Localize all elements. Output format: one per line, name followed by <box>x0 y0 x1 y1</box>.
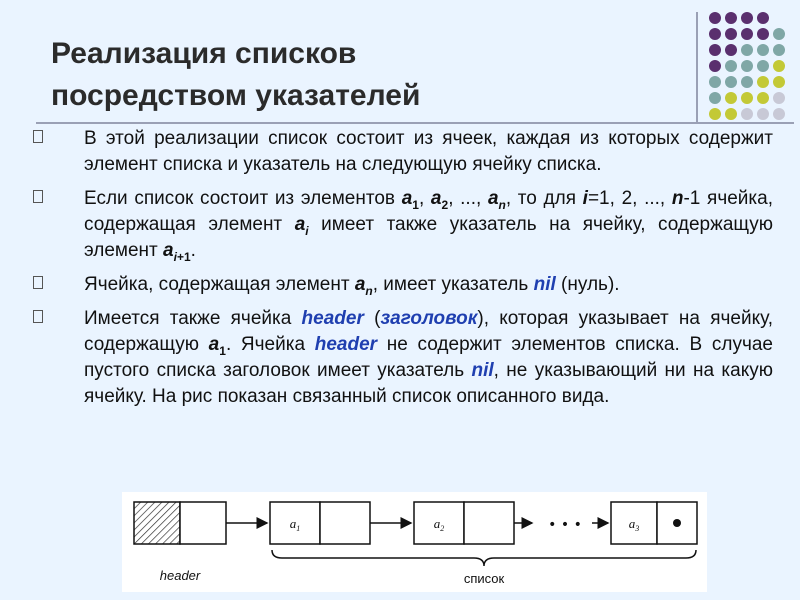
text-run: , то для <box>505 188 583 209</box>
decorative-dot <box>773 44 785 56</box>
subscript-n: n <box>498 197 506 212</box>
text-run: ( <box>363 308 381 329</box>
decorative-dot <box>725 44 737 56</box>
text-run: , <box>418 188 431 209</box>
decorative-dot <box>709 12 721 24</box>
text-run: , не указывающий ни на какую ячейку. На рис показан связанный список описанного вида. <box>84 360 774 407</box>
decorative-dot-grid <box>693 8 793 138</box>
decorative-dot <box>757 60 769 72</box>
text-run: -1 ячейка, содержащая элемент <box>84 188 773 235</box>
page-title-line-2: посредством указателей <box>51 79 421 112</box>
text-run: =1, 2, ..., <box>587 188 672 209</box>
header-cell-hatched <box>134 502 180 544</box>
bullet-text-3 <box>84 272 773 298</box>
decorative-dot <box>773 60 785 72</box>
decorative-dot <box>725 28 737 40</box>
bullet-marker-icon <box>33 190 43 203</box>
decorative-dot <box>757 44 769 56</box>
decorative-dot <box>725 60 737 72</box>
title-vertical-rule <box>696 12 698 122</box>
keyword-zagolovok: заголовок <box>380 308 478 329</box>
decorative-dot <box>741 28 753 40</box>
header-cell-pointer <box>180 502 226 544</box>
var-a: a <box>354 274 366 295</box>
bullet-text-1: В этой реализации список состоит из ячеек, каждая из которых содержит элемент списка и указатель на следующую ячейку списка. <box>84 128 773 175</box>
cell-1-letter: a <box>289 516 297 531</box>
var-a: a <box>487 188 499 209</box>
cell-1-pointer <box>320 502 370 544</box>
decorative-dot <box>741 76 753 88</box>
header-caption: header <box>159 568 201 583</box>
dot-grid-svg <box>693 8 793 138</box>
text-run: не содержит элементов списка. В случае пустого списка заголовок имеет указатель <box>84 334 773 381</box>
text-run: Имеется также ячейка <box>84 308 302 329</box>
var-a: a <box>163 240 174 261</box>
decorative-dot <box>709 76 721 88</box>
nil-pointer-dot <box>673 519 681 527</box>
bullet-text-2 <box>84 186 773 264</box>
decorative-dot <box>741 44 753 56</box>
var-n: n <box>671 188 684 209</box>
bullet-marker-icon <box>33 276 43 289</box>
linked-list-svg <box>122 492 707 592</box>
decorative-dot <box>709 108 721 120</box>
text-run: Если список состоит из элементов <box>84 188 402 209</box>
decorative-dot <box>725 12 737 24</box>
decorative-dot <box>709 44 721 56</box>
decorative-dot <box>709 28 721 40</box>
subscript-i: i <box>305 223 309 238</box>
var-a: a <box>294 214 306 235</box>
text-run: , имеет указатель <box>372 274 534 295</box>
keyword-nil: nil <box>533 274 556 295</box>
subscript-1: 1 <box>412 197 419 212</box>
text-run: , ..., <box>448 188 488 209</box>
decorative-dot <box>773 28 785 40</box>
cell-2-pointer <box>464 502 514 544</box>
bullet-text-4 <box>84 306 773 410</box>
decorative-dot <box>773 108 785 120</box>
subscript-n: n <box>365 283 373 298</box>
list-caption: список <box>463 571 505 586</box>
var-a: a <box>430 188 442 209</box>
list-brace <box>272 550 696 566</box>
text-run: ), которая указывает на ячейку, содержащую <box>84 308 773 355</box>
decorative-dot <box>757 76 769 88</box>
page-title-line-1: Реализация списков <box>51 37 357 70</box>
decorative-dot <box>741 60 753 72</box>
cell-n-sub: 3 <box>635 524 640 533</box>
keyword-header: header <box>301 308 364 329</box>
subscript-2: 2 <box>441 197 449 212</box>
keyword-nil: nil <box>471 360 494 381</box>
bullet-list <box>33 126 773 418</box>
decorative-dot <box>709 60 721 72</box>
decorative-dot <box>773 76 785 88</box>
decorative-dot <box>741 12 753 24</box>
cell-2-sub: 2 <box>440 524 445 533</box>
bullet-item-2 <box>33 186 773 264</box>
linked-list-diagram <box>122 492 707 592</box>
cell-1-sub: 1 <box>296 524 301 533</box>
var-a: a <box>401 188 413 209</box>
decorative-dot <box>741 108 753 120</box>
bullet-item-4 <box>33 306 773 410</box>
subscript-i: i <box>173 249 177 264</box>
decorative-dot <box>773 92 785 104</box>
decorative-dot <box>741 92 753 104</box>
title-horizontal-rule <box>36 122 794 124</box>
bullet-item-3 <box>33 272 773 298</box>
decorative-dot <box>757 12 769 24</box>
var-i: i <box>582 188 588 209</box>
subscript-1: 1 <box>219 343 226 358</box>
text-run: . <box>190 240 196 261</box>
text-run: . Ячейка <box>225 334 315 355</box>
decorative-dot <box>709 92 721 104</box>
cell-2-letter: a <box>433 516 441 531</box>
decorative-dot <box>757 92 769 104</box>
decorative-dot <box>725 76 737 88</box>
keyword-header: header <box>314 334 378 355</box>
decorative-dot <box>725 92 737 104</box>
bullet-item-1 <box>33 126 773 178</box>
bullet-marker-icon <box>33 310 43 323</box>
text-run: (нуль). <box>555 274 620 295</box>
decorative-dot <box>757 108 769 120</box>
decorative-dot <box>757 28 769 40</box>
var-a: a <box>208 334 220 355</box>
text-run: Ячейка, содержащая элемент <box>84 274 355 295</box>
ellipsis-dots: • • • <box>548 517 582 533</box>
subscript-plus-one: +1 <box>176 249 191 264</box>
page-title <box>51 33 671 117</box>
text-run: имеет также указатель на ячейку, содержащую элемент <box>84 214 773 261</box>
cell-n-letter: a <box>628 516 636 531</box>
decorative-dot <box>725 108 737 120</box>
bullet-marker-icon <box>33 130 43 143</box>
